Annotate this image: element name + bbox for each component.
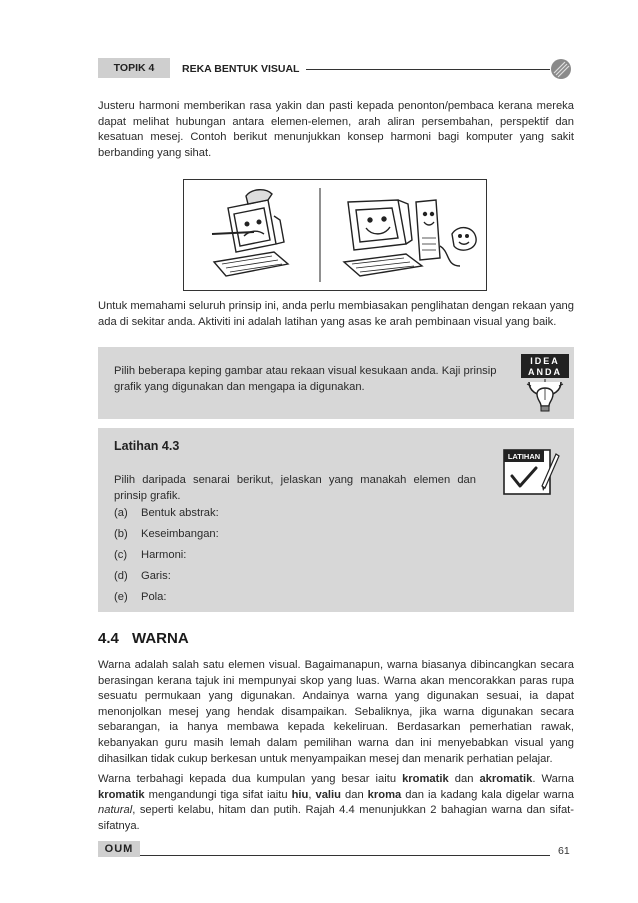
- latihan-checkmark-icon: [502, 446, 560, 498]
- term-valiu: valiu: [315, 788, 341, 801]
- latihan-item-label: (d): [114, 570, 128, 582]
- idea-lightbulb-icon: [519, 352, 571, 414]
- latihan-item-text: Harmoni:: [141, 549, 187, 561]
- term-kromatik: kromatik: [98, 788, 145, 801]
- term-kroma: kroma: [367, 788, 402, 801]
- footer-rule: [140, 855, 550, 856]
- chapter-title: REKA BENTUK VISUAL: [182, 63, 300, 75]
- intro-paragraph: Justeru harmoni memberikan rasa yakin dan pasti kepada penonton/pembaca kerana mereka dapat melihat hubungan antara elemen-elemen, arah aliran persembahan, perspektif dan kesatuan mesej. Contoh berikut menunjukkan konsep harmoni bagi komputer yang sakit berbanding yang sihat.: [98, 100, 574, 159]
- section-number: 4.4: [98, 630, 119, 647]
- text-run: ,: [308, 788, 316, 801]
- footer-brand: OUM: [98, 841, 140, 857]
- latihan-item: [114, 506, 219, 522]
- text-run: dan: [340, 788, 368, 801]
- term-akromatik: akromatik: [479, 773, 533, 785]
- idea-icon-line1: IDEA: [530, 356, 560, 366]
- warna-paragraph-2: [98, 772, 574, 834]
- latihan-item: [114, 527, 219, 543]
- text-run: . Warna: [532, 773, 574, 785]
- warna-paragraph-1: Warna adalah salah satu elemen visual. Bagaimanapun, warna biasanya dibincangkan secara berasingan kerana tajuk ini mempunyai skop yang luas. Warna akan mencorakkan paras rupa sesuatu permukaan yang digunakan. Andainya warna yang digunakan sesuai, ia dapat menonjolkan mesej yang hendak disampaikan. Sebaliknya, jika warna digunakan secara sebarangan, ia hanya membawa kepada kekeliruan. Berdasarkan pemerhatian rawak, kebanyakan guru masih lemah dalam pemilihan warna dan ini menyebabkan visual yang dihasilkan tidak cukup berkesan untuk menyampaikan mesej dan menarik perhatian pelajar.: [98, 659, 574, 765]
- harmony-figure: [183, 179, 487, 291]
- latihan-item-text: Pola:: [141, 591, 167, 603]
- latihan-item: [114, 569, 171, 585]
- header-rule: [306, 69, 550, 70]
- term-kromatik: kromatik: [402, 773, 449, 785]
- latihan-item: [114, 548, 186, 564]
- page-number: 61: [558, 845, 570, 857]
- sick-computer-icon: [212, 190, 288, 276]
- latihan-item-label: (b): [114, 528, 128, 540]
- latihan-intro: Pilih daripada senarai berikut, jelaskan yang manakah elemen dan prinsip grafik.: [114, 474, 476, 502]
- idea-box: [98, 347, 574, 419]
- practice-paragraph: Untuk memahami seluruh prinsip ini, anda perlu membiasakan penglihatan dengan rekaan yang ada di sekitar anda. Aktiviti ini adalah latihan yang asas ke arah pembinaan visual yang baik.: [98, 300, 574, 328]
- section-title: WARNA: [132, 630, 189, 647]
- latihan-item-text: Bentuk abstrak:: [141, 507, 219, 519]
- idea-icon-line2: ANDA: [528, 367, 562, 377]
- term-natural: natural: [98, 804, 133, 817]
- latihan-box: [98, 428, 574, 612]
- idea-text: Pilih beberapa keping gambar atau rekaan visual kesukaan anda. Kaji prinsip grafik yang digunakan dan mengapa ia digunakan.: [114, 365, 497, 393]
- latihan-item: [114, 590, 167, 606]
- text-run: mengandungi tiga sifat iaitu: [144, 788, 292, 801]
- computer-illustration: [184, 180, 486, 290]
- healthy-computer-icon: [344, 200, 476, 276]
- section-heading: [98, 630, 189, 647]
- term-hiu: hiu: [291, 788, 309, 801]
- text-run: dan ia kadang kala digelar warna: [401, 788, 574, 801]
- text-run: dan: [448, 773, 480, 785]
- globe-logo-icon: [550, 58, 572, 80]
- latihan-item-label: (a): [114, 507, 128, 519]
- latihan-title: Latihan 4.3: [114, 439, 180, 453]
- latihan-item-label: (e): [114, 591, 128, 603]
- latihan-icon-label: LATIHAN: [507, 452, 541, 461]
- latihan-item-label: (c): [114, 549, 128, 561]
- topic-tab: TOPIK 4: [98, 58, 170, 78]
- text-run: Warna terbahagi kepada dua kumpulan yang besar iaitu: [98, 773, 403, 785]
- text-run: , seperti kelabu, hitam dan putih. Rajah 4.4 menunjukkan 2 bahagian warna dan sifat-sifatnya.: [98, 804, 574, 832]
- latihan-item-text: Garis:: [141, 570, 171, 582]
- latihan-item-text: Keseimbangan:: [141, 528, 219, 540]
